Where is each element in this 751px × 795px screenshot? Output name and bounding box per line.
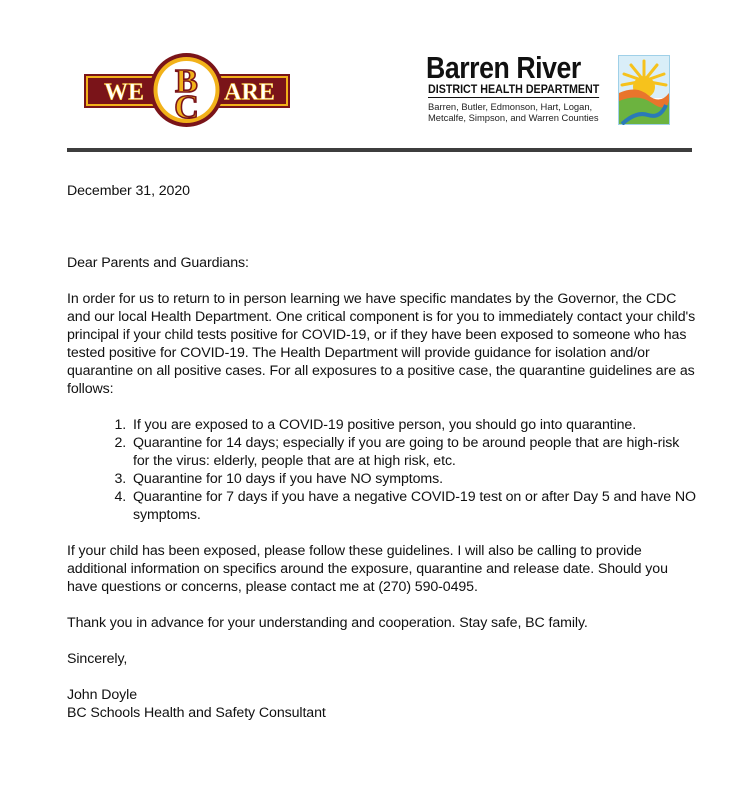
are-text: ARE [224, 79, 275, 106]
health-department-subtitle: DISTRICT HEALTH DEPARTMENT [428, 84, 600, 96]
counties-line-1: Barren, Butler, Edmonson, Hart, Logan, [428, 101, 593, 112]
letter-date: December 31, 2020 [67, 183, 190, 199]
health-department-counties [428, 101, 599, 123]
guideline-item: 4. Quarantine for 7 days if you have a negative COVID-19 test on or after Day 5 and have NO symptoms. [130, 488, 697, 524]
monogram-b: B [175, 63, 198, 100]
letter-body [67, 182, 697, 722]
thanks-paragraph: Thank you in advance for your understanding and cooperation. Stay safe, BC family. [67, 615, 588, 631]
intro-paragraph: In order for us to return to in person learning we have specific mandates by the Governor, the CDC and our local Health Department. One critical component is for you to immediately contact your child's principal if your child tests positive for COVID-19, or if they have been exposed to someone who has tested positive for COVID-19. The Health Department will provide guidance for isolation and/or quarantine on all positive cases. For all exposures to a positive case, the quarantine guidelines are as follows: [67, 291, 696, 397]
health-department-logo [426, 50, 674, 126]
health-department-title: Barren River [426, 50, 581, 85]
sun-landscape-icon [618, 55, 670, 125]
follow-up-paragraph: If your child has been exposed, please follow these guidelines. I will also be calling to provide additional information on specifics around the exposure, quarantine and release date. Should you have questions or concerns, please contact me at (270) 590-0495. [67, 543, 668, 595]
guideline-item: 3. Quarantine for 10 days if you have NO symptoms. [130, 470, 697, 488]
we-text: WE [103, 79, 145, 106]
header-divider [67, 148, 692, 152]
guideline-item: 1. If you are exposed to a COVID-19 positive person, you should go into quarantine. [130, 416, 697, 434]
guideline-item: 2. Quarantine for 14 days; especially if you are going to be around people that are high-risk for the virus: elderly, people that are at high risk, etc. [130, 434, 697, 470]
monogram-c: C [174, 89, 199, 126]
quarantine-guidelines-list [67, 416, 697, 524]
signer-name: John Doyle [67, 687, 137, 703]
closing: Sincerely, [67, 651, 128, 667]
signer-title: BC Schools Health and Safety Consultant [67, 705, 326, 721]
counties-line-2: Metcalfe, Simpson, and Warren Counties [428, 112, 599, 123]
letter-greeting: Dear Parents and Guardians: [67, 255, 249, 271]
we-care-logo [84, 52, 290, 128]
